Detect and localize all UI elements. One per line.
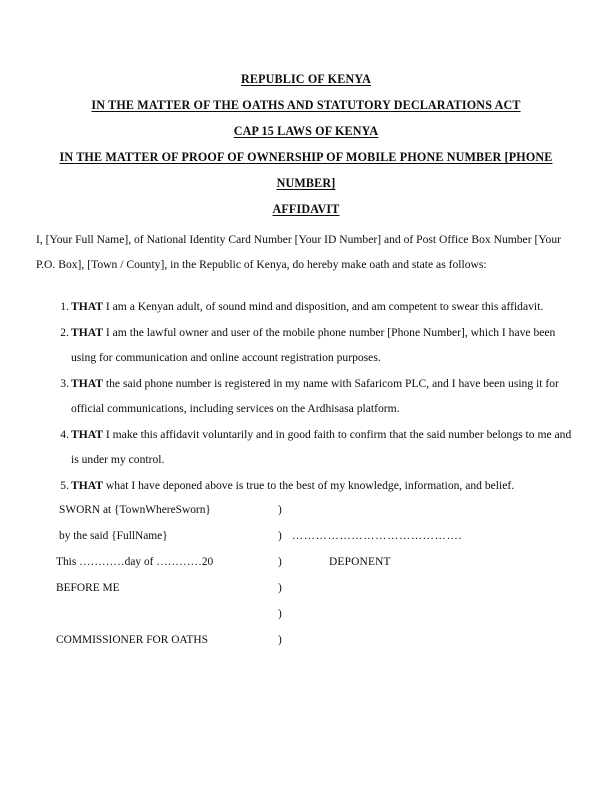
list-item-text: I am a Kenyan adult, of sound mind and disposition, and am competent to swear this affidavit. <box>103 300 544 313</box>
intro-paragraph: I, [Your Full Name], of National Identity Card Number [Your ID Number] and of Post Office Box Number [Your P.O. Box], [Town / County], in the Republic of Kenya, do hereby make oath and state as follows: <box>36 232 561 272</box>
deponent-label: DEPONENT <box>329 556 391 568</box>
jurat-before-me-label: BEFORE ME <box>56 582 120 594</box>
document-title-block <box>42 66 570 222</box>
commissioner-for-oaths-label: COMMISSIONER FOR OATHS <box>56 634 208 646</box>
jurat-date-label: This …………day of …………20 <box>56 556 214 568</box>
list-item <box>36 422 574 473</box>
list-item-text: what I have deponed above is true to the best of my knowledge, information, and belief. <box>103 478 515 492</box>
list-item-number: 1. <box>60 300 69 313</box>
jurat-block <box>56 497 556 653</box>
title-line-affidavit-text: AFFIDAVIT <box>272 202 340 216</box>
list-item <box>36 294 574 320</box>
title-line-act <box>42 92 570 118</box>
title-line-cap-text: CAP 15 LAWS OF KENYA <box>233 124 379 138</box>
signature-dotted-line: ……………………………………. <box>292 530 463 542</box>
jurat-row-by-the-said <box>56 523 556 549</box>
jurat-paren: ) <box>278 504 282 516</box>
jurat-row-before-me <box>56 575 556 601</box>
jurat-row-commissioner <box>56 627 556 653</box>
list-item-text: the said phone number is registered in my name with Safaricom PLC, and I have been using it for official communications, including services on the Ardhisasa platform. <box>71 376 559 415</box>
jurat-paren: ) <box>278 608 282 620</box>
list-item <box>36 371 574 422</box>
jurat-row-sworn-at <box>56 497 556 523</box>
jurat-paren: ) <box>278 556 282 568</box>
list-item-number: 5. <box>60 478 69 492</box>
list-item-number: 2. <box>60 325 69 339</box>
jurat-paren: ) <box>278 634 282 646</box>
list-item-lead: THAT <box>71 427 103 441</box>
jurat-row-blank <box>56 601 556 627</box>
title-line-act-text: IN THE MATTER OF THE OATHS AND STATUTORY DECLARATIONS ACT <box>91 98 521 112</box>
jurat-by-the-said-label: by the said {FullName} <box>59 530 168 542</box>
claims-list <box>36 294 574 498</box>
title-line-subject-text: IN THE MATTER OF PROOF OF OWNERSHIP OF MOBILE PHONE NUMBER [PHONE NUMBER] <box>59 150 553 190</box>
jurat-sworn-at-label: SWORN at {TownWhereSworn} <box>59 504 211 516</box>
list-item-text: I make this affidavit voluntarily and in good faith to confirm that the said number belongs to me and is under my control. <box>71 427 572 466</box>
list-item-number: 3. <box>60 376 69 390</box>
title-line-republic-text: REPUBLIC OF KENYA <box>241 72 371 86</box>
jurat-row-date <box>56 549 556 575</box>
list-item-lead: THAT <box>71 478 103 492</box>
title-line-republic <box>42 66 570 92</box>
title-line-cap <box>42 118 570 144</box>
list-item-lead: THAT <box>71 325 103 339</box>
jurat-paren: ) <box>278 582 282 594</box>
list-item-number: 4. <box>60 427 69 441</box>
list-item-text: I am the lawful owner and user of the mobile phone number [Phone Number], which I have been using for communication and online account registration purposes. <box>71 325 556 364</box>
list-item-lead: THAT <box>71 300 103 313</box>
list-item-lead: THAT <box>71 376 103 390</box>
title-line-subject <box>42 144 570 196</box>
list-item <box>36 473 574 499</box>
list-item <box>36 320 574 371</box>
title-line-affidavit <box>42 196 570 222</box>
jurat-paren: ) <box>278 530 282 542</box>
